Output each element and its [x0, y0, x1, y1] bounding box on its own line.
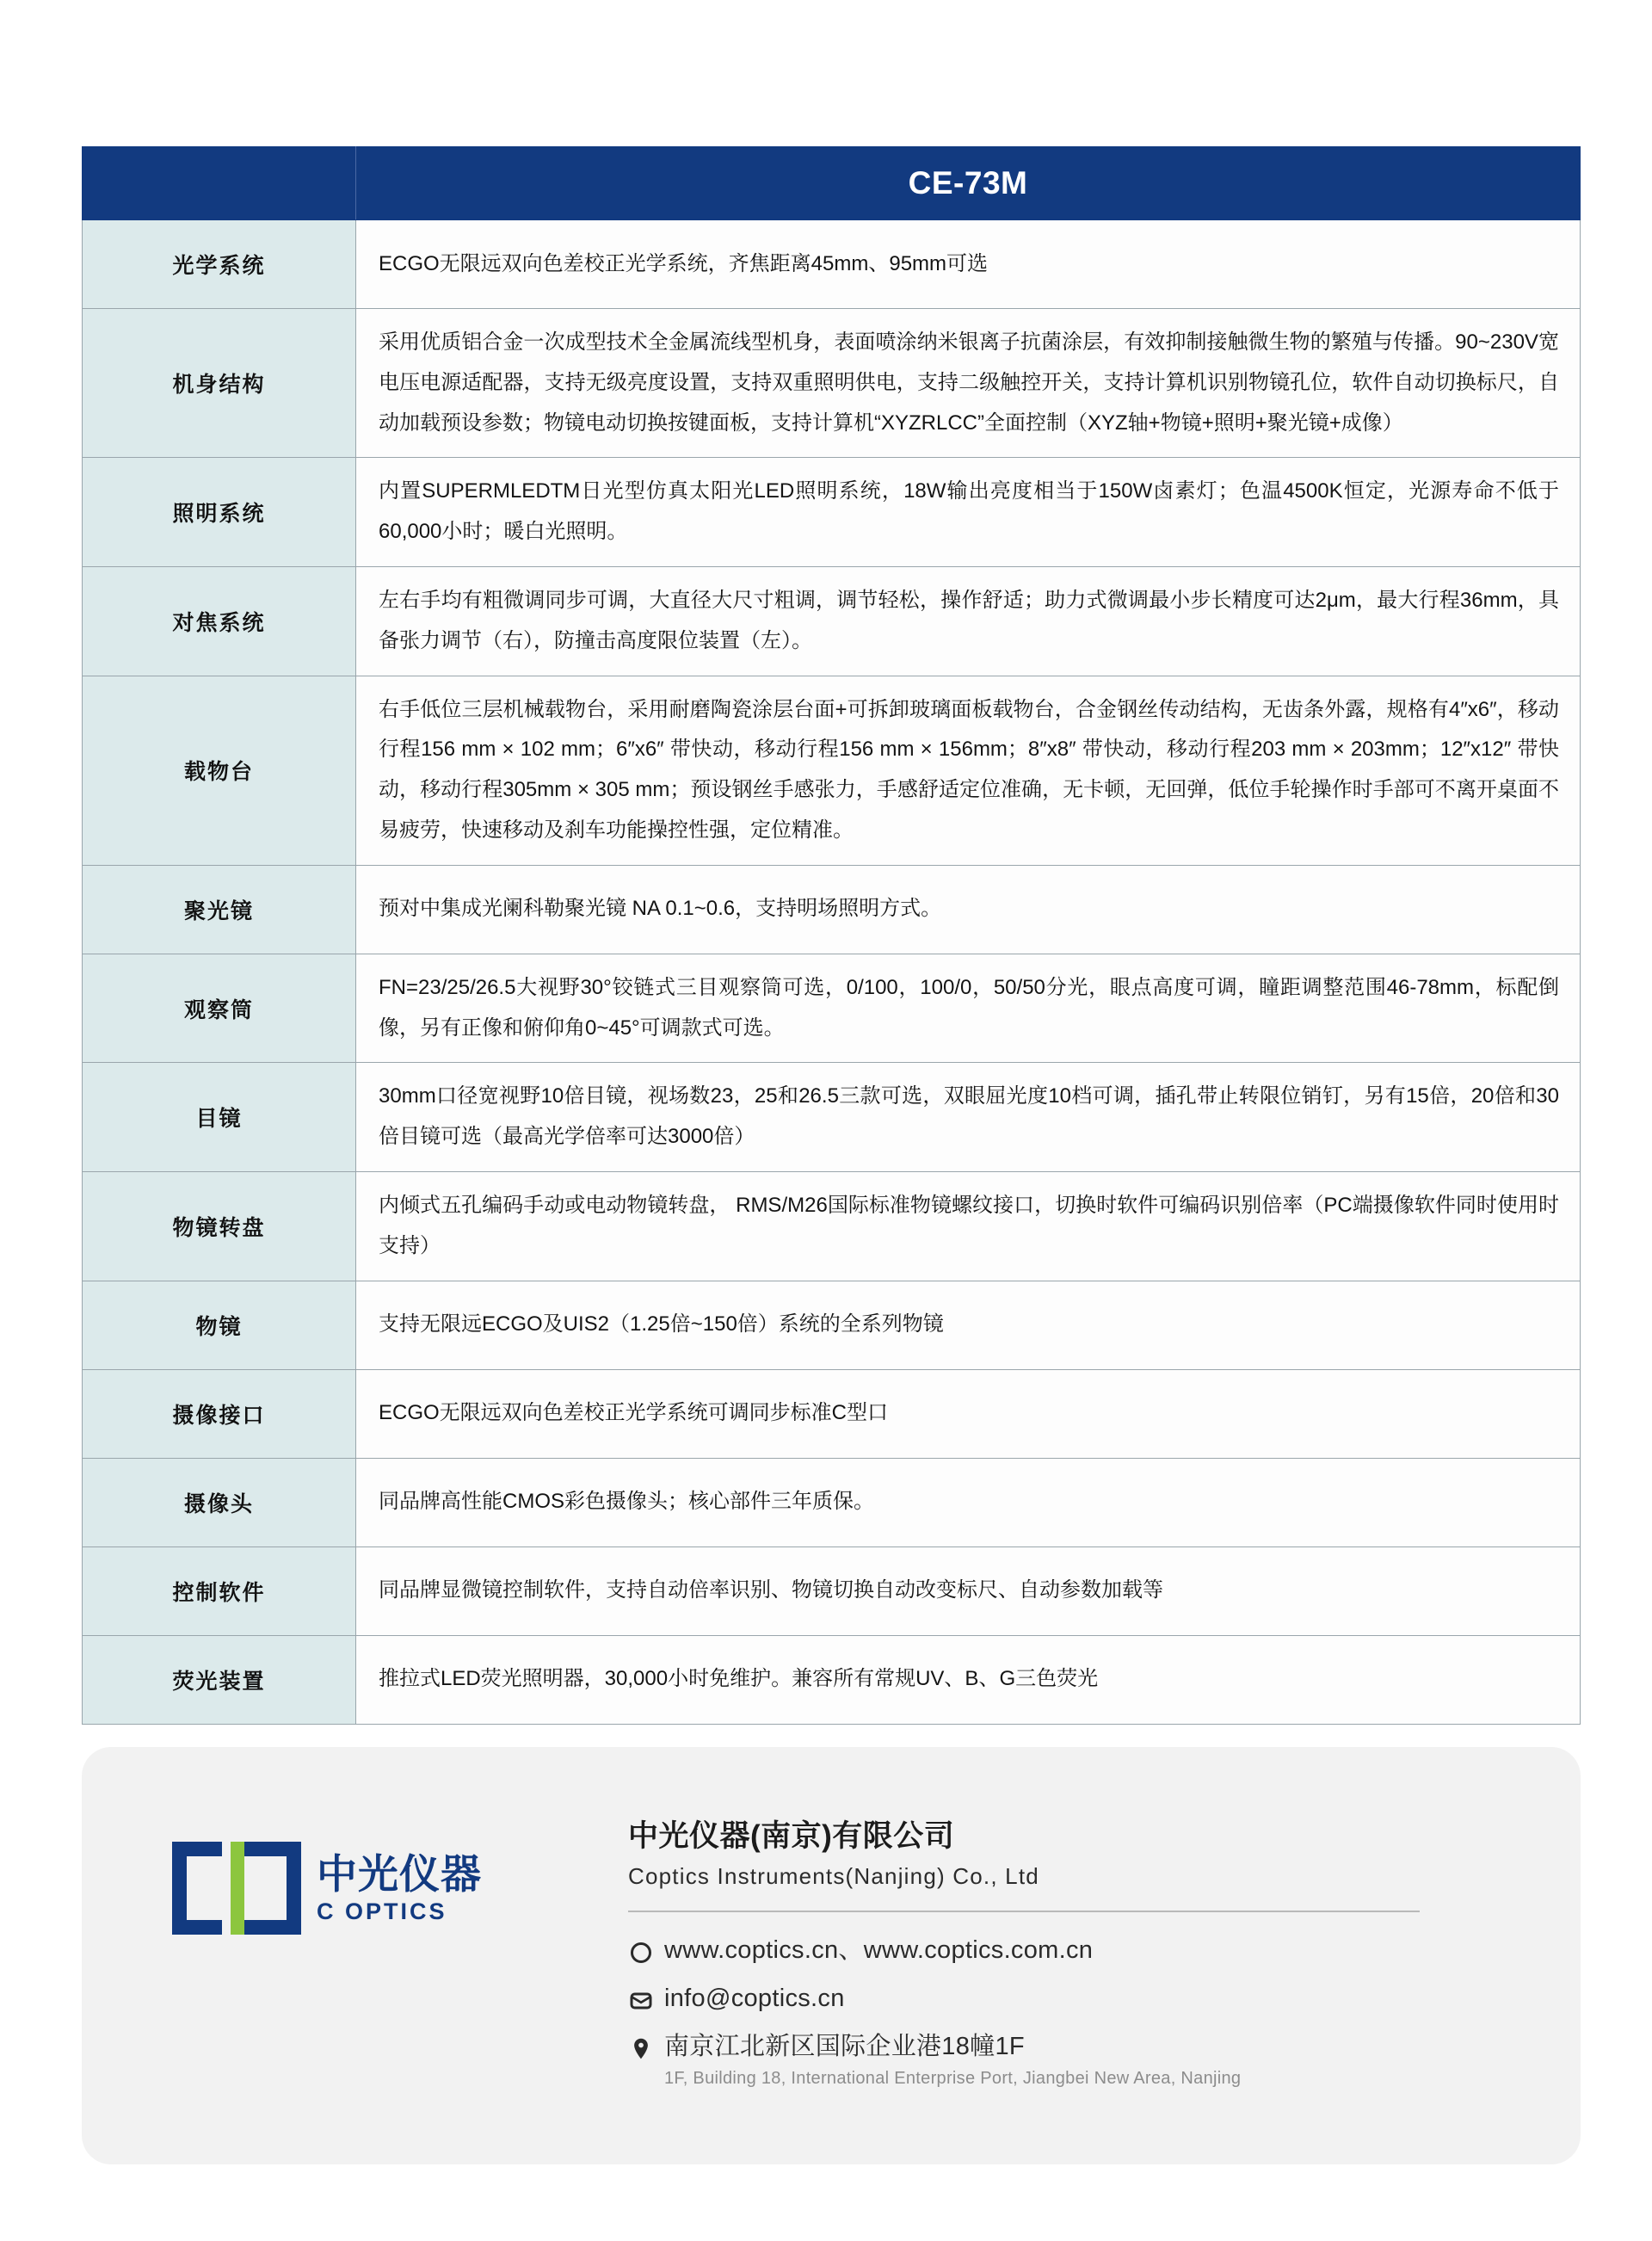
contact-text[interactable]: www.coptics.cn、www.coptics.com.cn [664, 1936, 1094, 1964]
spec-value-cell: ECGO无限远双向色差校正光学系统可调同步标准C型口 [356, 1369, 1581, 1458]
spec-value-cell: 预对中集成光阑科勒聚光镜 NA 0.1~0.6，支持明场照明方式。 [356, 865, 1581, 954]
spec-value-cell: 30mm口径宽视野10倍目镜，视场数23，25和26.5三款可选，双眼屈光度10档可调，插孔带止转限位销钉，另有15倍，20倍和30倍目镜可选（最高光学倍率可达3000倍） [356, 1063, 1581, 1172]
model-title: CE-73M [908, 165, 1028, 201]
footer-inner [82, 1747, 1581, 2164]
contact-text[interactable]: info@coptics.cn [664, 1985, 845, 2012]
header-blank-cell [83, 147, 356, 220]
brand-logo-block [172, 1797, 628, 1935]
header-model-cell [356, 147, 1581, 220]
spec-value-cell: 内倾式五孔编码手动或电动物镜转盘， RMS/M26国际标准物镜螺纹接口，切换时软件可编码识别倍率（PC端摄像软件同时使用时支持） [356, 1171, 1581, 1281]
logo-name-cn: 中光仪器 [317, 1850, 482, 1897]
company-name-en: Coptics Instruments(Nanjing) Co., Ltd [628, 1863, 1039, 1889]
spec-value-cell: 支持无限远ECGO及UIS2（1.25倍~150倍）系统的全系列物镜 [356, 1281, 1581, 1369]
spec-value-cell: 右手低位三层机械载物台，采用耐磨陶瓷涂层台面+可拆卸玻璃面板载物台，合金钢丝传动结构，无齿条外露，规格有4″x6″，移动行程156 mm × 102 mm；6″x6″ 带快动，移动行程156 mm × 156mm；8″x8″ 带快动，移动行程203 mm × 203mm；12″x12″ 带快动，移动行程305mm × 305 mm；预设钢丝手感张力，手感舒适定位准确，无卡顿，无回弹，低位手轮操作时手部可不离开桌面不易疲劳，快速移动及刹车功能操控性强，定位精准。 [356, 676, 1581, 865]
contact-subtext: 1F, Building 18, International Enterprise Port, Jiangbei New Area, Nanjing [664, 2069, 1242, 2089]
logo-name-en: C OPTICS [317, 1898, 447, 1924]
logo-wordmark [317, 1850, 482, 1924]
table-row [83, 1635, 1581, 1724]
specification-table [82, 146, 1581, 1725]
table-row [83, 309, 1581, 458]
contact-text[interactable]: 南京江北新区国际企业港18幢1F [664, 2033, 1025, 2060]
spec-label-cell: 照明系统 [83, 458, 356, 567]
spec-value-cell: 同品牌高性能CMOS彩色摄像头；核心部件三年质保。 [356, 1458, 1581, 1546]
footer-divider [628, 1911, 1420, 1912]
table-row [83, 676, 1581, 865]
spec-label-cell: 目镜 [83, 1063, 356, 1172]
envelope-icon [628, 1983, 664, 2016]
spec-label-cell: 控制软件 [83, 1546, 356, 1635]
contact-line [628, 1983, 1420, 2016]
spec-label-cell: 物镜 [83, 1281, 356, 1369]
spec-value-cell: ECGO无限远双向色差校正光学系统，齐焦距离45mm、95mm可选 [356, 220, 1581, 309]
table-row [83, 566, 1581, 676]
table-row [83, 220, 1581, 309]
globe-icon [628, 1935, 664, 1967]
spec-label-cell: 荧光装置 [83, 1635, 356, 1724]
spec-label-cell: 载物台 [83, 676, 356, 865]
spec-value-cell: 采用优质铝合金一次成型技术全金属流线型机身，表面喷涂纳米银离子抗菌涂层，有效抑制接触微生物的繁殖与传播。90~230V宽电压电源适配器，支持无级亮度设置，支持双重照明供电，支持二级触控开关，支持计算机识别物镜孔位，软件自动切换标尺，自动加载预设参数；物镜电动切换按键面板，支持计算机“XYZRLCC”全面控制（XYZ轴+物镜+照明+聚光镜+成像） [356, 309, 1581, 458]
contact-block [628, 1797, 1420, 2104]
company-name-cn: 中光仪器(南京)有限公司 [628, 1819, 955, 1853]
map-pin-icon [628, 2031, 664, 2064]
spec-label-cell: 聚光镜 [83, 865, 356, 954]
contact-line [628, 2031, 1420, 2089]
contact-line [628, 1935, 1420, 1967]
table-row [83, 1369, 1581, 1458]
footer-card [82, 1747, 1581, 2164]
spec-label-cell: 机身结构 [83, 309, 356, 458]
spec-label-cell: 观察筒 [83, 954, 356, 1063]
spec-value-cell: 同品牌显微镜控制软件，支持自动倍率识别、物镜切换自动改变标尺、自动参数加载等 [356, 1546, 1581, 1635]
spec-value-cell: 内置SUPERMLEDTM日光型仿真太阳光LED照明系统，18W输出亮度相当于150W卤素灯；色温4500K恒定，光源寿命不低于60,000小时；暖白光照明。 [356, 458, 1581, 567]
table-header-row [83, 147, 1581, 220]
spec-value-cell: 推拉式LED荧光照明器，30,000小时免维护。兼容所有常规UV、B、G三色荧光 [356, 1635, 1581, 1724]
logo-row [172, 1842, 628, 1935]
specification-table-container [82, 146, 1581, 1725]
spec-label-cell: 光学系统 [83, 220, 356, 309]
table-row [83, 1171, 1581, 1281]
specification-table-body [83, 147, 1581, 1725]
spec-label-cell: 对焦系统 [83, 566, 356, 676]
table-row [83, 1458, 1581, 1546]
spec-value-cell: FN=23/25/26.5大视野30°铰链式三目观察筒可选，0/100，100/0，50/50分光，眼点高度可调，瞳距调整范围46-78mm，标配倒像，另有正像和俯仰角0~45°可调款式可选。 [356, 954, 1581, 1063]
table-row [83, 865, 1581, 954]
spec-value-cell: 左右手均有粗微调同步可调，大直径大尺寸粗调，调节轻松，操作舒适；助力式微调最小步长精度可达2μm，最大行程36mm，具备张力调节（右），防撞击高度限位装置（左）。 [356, 566, 1581, 676]
table-row [83, 1063, 1581, 1172]
table-row [83, 1546, 1581, 1635]
spec-label-cell: 摄像接口 [83, 1369, 356, 1458]
coptics-bracket-logo-icon [172, 1842, 301, 1935]
contact-list [628, 1935, 1420, 2089]
table-row [83, 954, 1581, 1063]
spec-label-cell: 摄像头 [83, 1458, 356, 1546]
table-row [83, 458, 1581, 567]
table-row [83, 1281, 1581, 1369]
spec-label-cell: 物镜转盘 [83, 1171, 356, 1281]
